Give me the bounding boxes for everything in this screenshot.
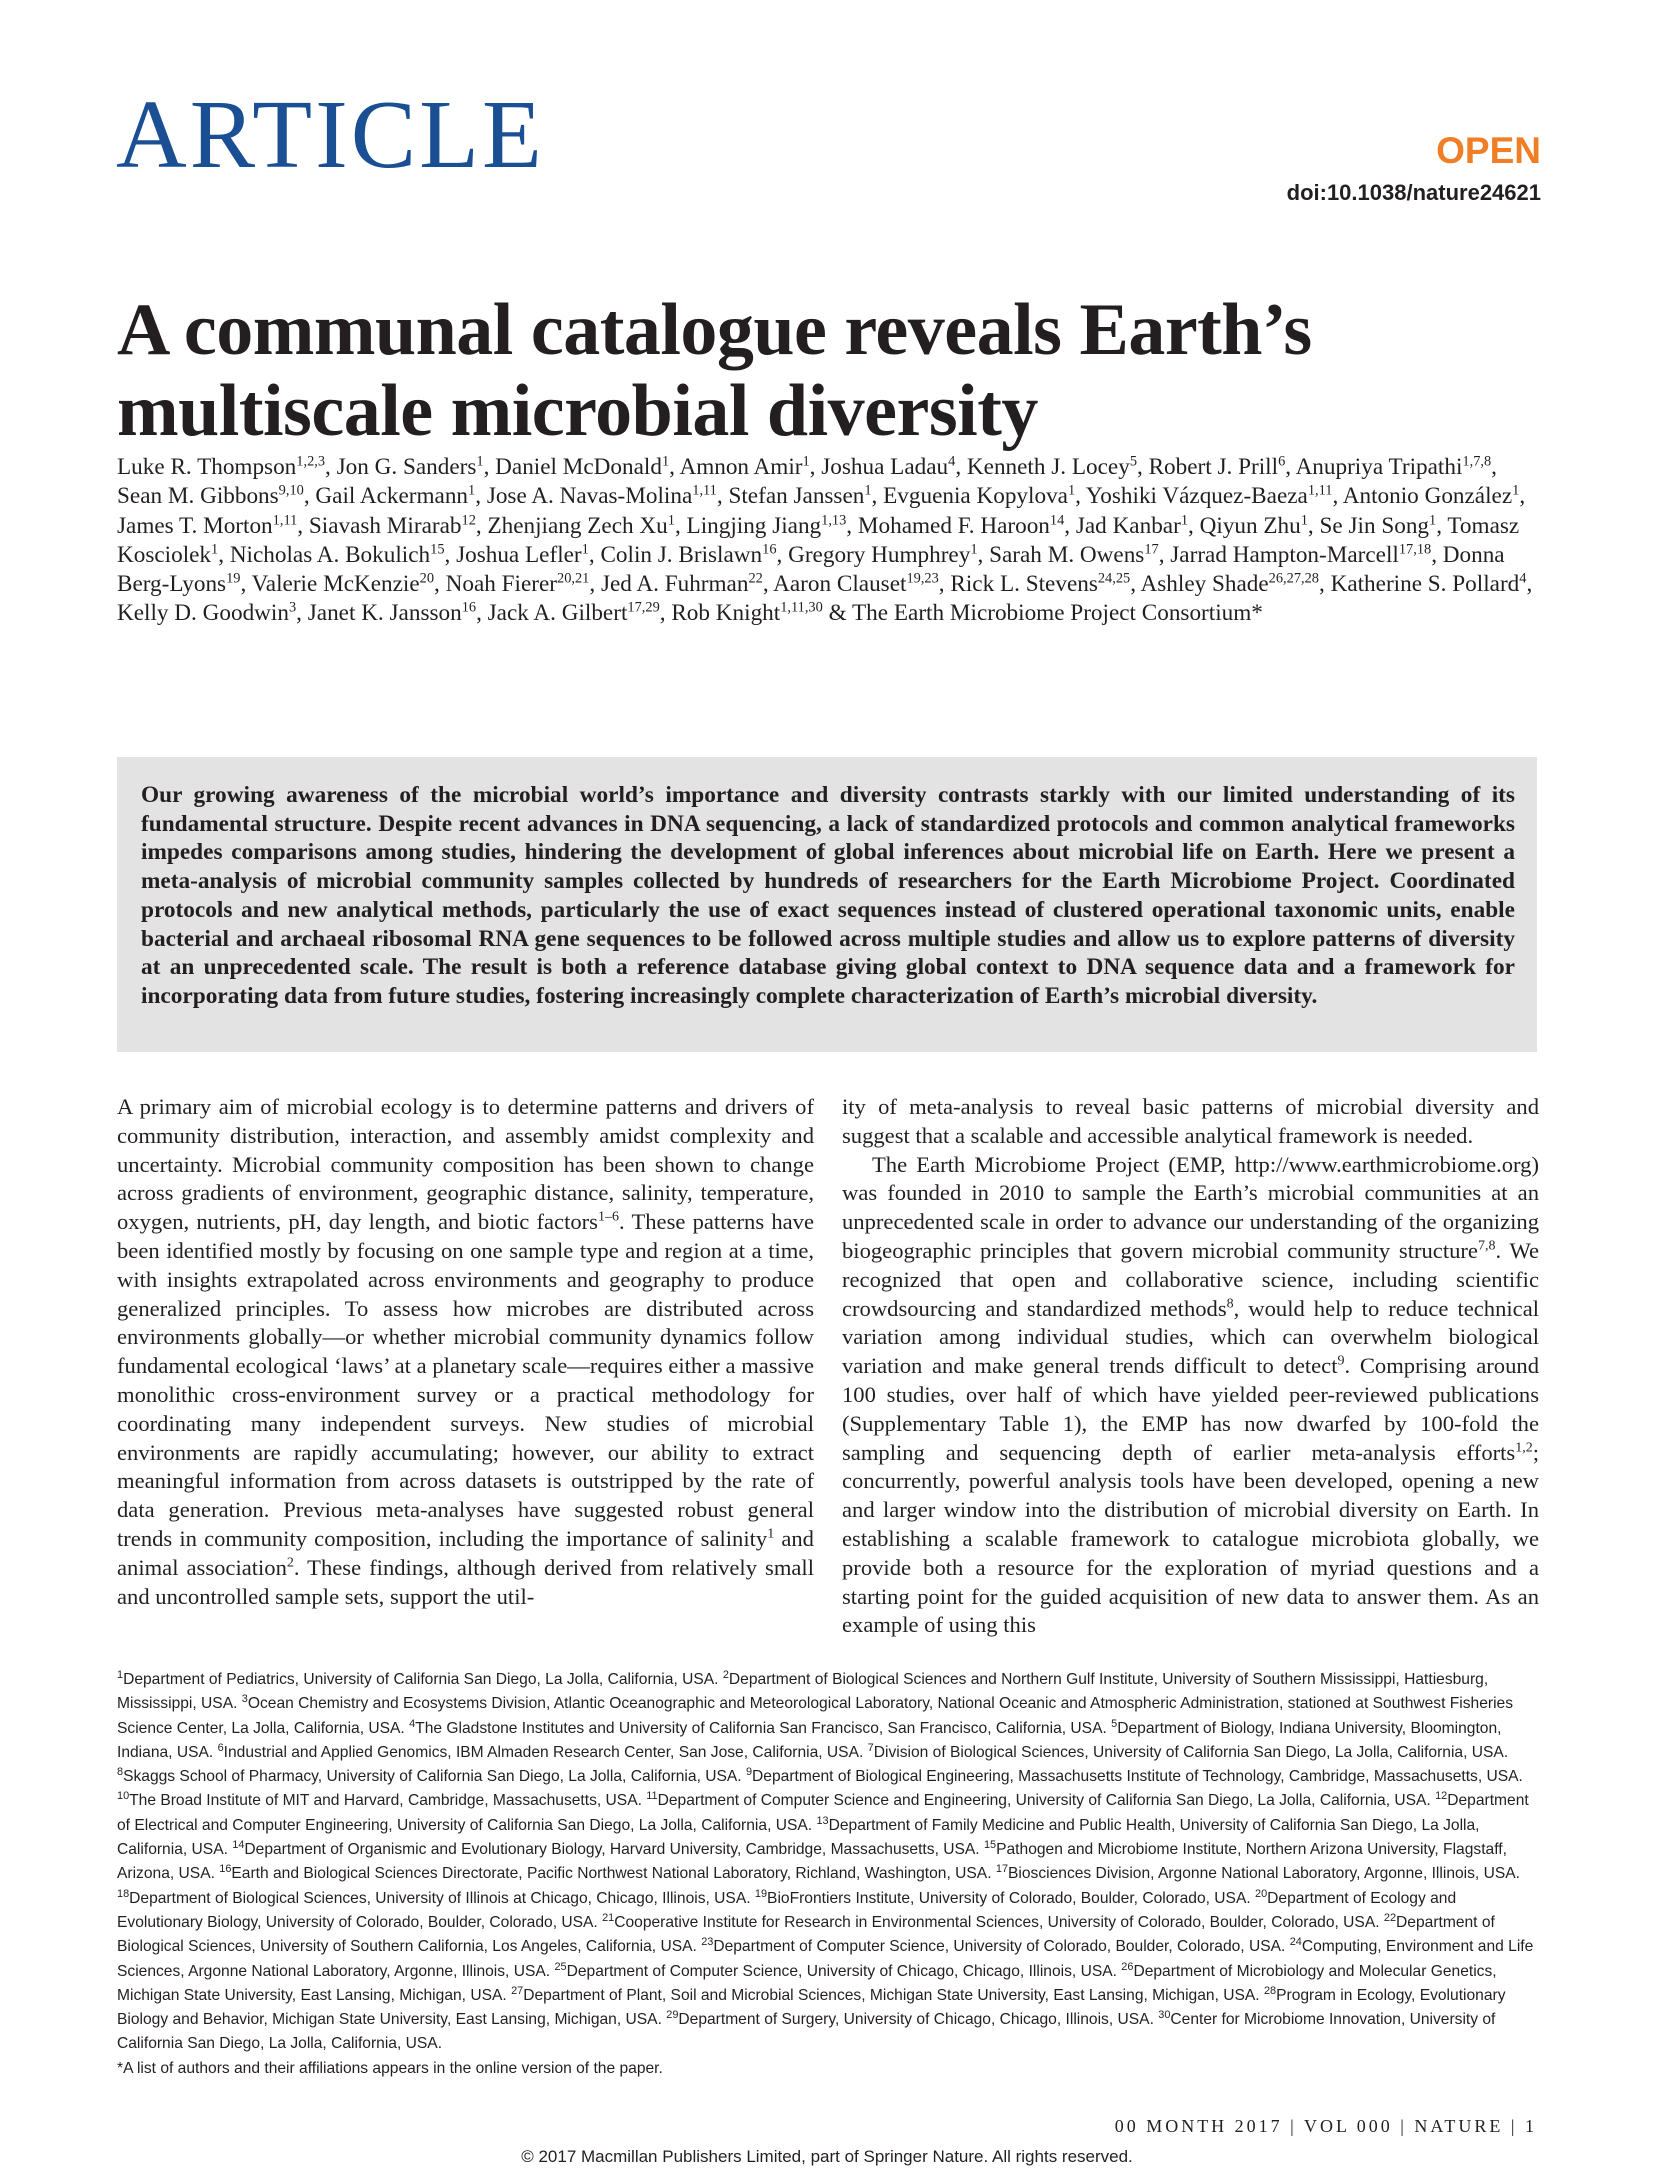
body-paragraph: The Earth Microbiome Project (EMP, http://www.earthmicrobiome.org) was founded in 2010 to sample the Earth’s microbial communities at an unprecedented scale in order to advance our understanding of the organizing biogeographic principles that govern microbial community structure$^{7,8}$. We recognized that open and collaborative science, including scientific crowdsourcing and standardized methods$^8$, would help to reduce technical variation among individual studies, which can overwhelm biological variation and make general trends difficult to detect$^9$. Comprising around 100 studies, over half of which have yielded peer-reviewed publications (Supplementary Table 1), the EMP has now dwarfed by 100-fold the sampling and sequencing depth of earlier meta-analysis efforts$^{1,2}$; concurrently, powerful analysis tools have been developed, opening a new and larger window into the distribution of microbial diversity on Earth. In establishing a scalable framework to catalogue microbiota globally, we provide both a resource for the exploration of myriad questions and a starting point for the guided acquisition of new data to answer them. As an example of using this — [842, 1151, 1539, 1638]
body-column-right — [842, 1093, 1539, 1640]
article-title: A communal catalogue reveals Earth’s multiscale microbial diversity — [117, 289, 1312, 452]
body-column-left — [117, 1093, 814, 1611]
abstract-text: Our growing awareness of the microbial world’s importance and diversity contrasts starkly with our limited understanding of its fundamental structure. Despite recent advances in DNA sequencing, a lack of standardized protocols and common analytical frameworks impedes comparisons among studies, hindering the development of global inferences about microbial life on Earth. Here we present a meta-analysis of microbial community samples collected by hundreds of researchers for the Earth Microbiome Project. Coordinated protocols and new analytical methods, particularly the use of exact sequences instead of clustered operational taxonomic units, enable bacterial and archaeal ribosomal RNA gene sequences to be followed across multiple studies and allow us to explore patterns of diversity at an unprecedented scale. The result is both a reference database giving global context to DNA sequence data and a framework for incorporating data from future studies, fostering increasingly complete characterization of Earth’s microbial diversity. — [141, 782, 1515, 1009]
page-footer-info: 00 MONTH 2017 | VOL 000 | NATURE | 1 — [1114, 2116, 1537, 2136]
doi-link[interactable]: doi:10.1038/nature24621 — [1286, 180, 1541, 205]
open-access-badge: OPEN — [1436, 130, 1541, 171]
consortium-note: *A list of authors and their affiliations appears in the online version of the paper. — [117, 2059, 663, 2077]
copyright-notice: © 2017 Macmillan Publishers Limited, part of Springer Nature. All rights reserved. — [521, 2147, 1133, 2166]
body-paragraph: A primary aim of microbial ecology is to determine patterns and drivers of community distribution, interaction, and assembly amidst complexity and uncertainty. Microbial community composition has been shown to change across gradients of environment, geographic distance, salinity, temperature, oxygen, nutrients, pH, day length, and biotic factors$^{1-6}$. These patterns have been identified mostly by focusing on one sample type and region at a time, with insights extrapolated across environments and geography to produce generalized principles. To assess how microbes are distributed across environments globally—or whether microbial community dynamics follow fundamental ecological ‘laws’ at a planetary scale—requires either a massive monolithic cross-environment survey or a practical methodology for coordinating many independent surveys. New studies of microbial environments are rapidly accumulating; however, our ability to extract meaningful information from across datasets is outstripped by the rate of data generation. Previous meta-analyses have suggested robust general trends in community composition, including the importance of salinity$^1$ and animal association$^2$. These findings, although derived from relatively small and uncontrolled sample sets, support the util- — [117, 1094, 815, 1609]
body-paragraph: ity of meta-analysis to reveal basic patterns of microbial diversity and suggest that a scalable and accessible analytical framework is needed. — [842, 1094, 1539, 1148]
affiliation-list: $^1$Department of Pediatrics, University of California San Diego, La Jolla, California, USA. $^2$Department of Biological Sciences and Northern Gulf Institute, University of Southern Mississippi, Hattiesburg, Mississippi, USA. $^3$Ocean Chemistry and Ecosystems Division, Atlantic Oceanographic and Meteorological Laboratory, National Oceanic and Atmospheric Administration, stationed at Southwest Fisheries Science Center, La Jolla, California, USA. $^4$The Gladstone Institutes and University of California San Francisco, San Francisco, California, USA. $^5$Department of Biology, Indiana University, Bloomington, Indiana, USA. $^6$Industrial and Applied Genomics, IBM Almaden Research Center, San Jose, California, USA. $^7$Division of Biological Sciences, University of California San Diego, La Jolla, California, USA. $^8$Skaggs School of Pharmacy, University of California San Diego, La Jolla, California, USA. $^9$Department of Biological Engineering, Massachusetts Institute of Technology, Cambridge, Massachusetts, USA. $^{10}$The Broad Institute of MIT and Harvard, Cambridge, Massachusetts, USA. $^{11}$Department of Computer Science and Engineering, University of California San Diego, La Jolla, California, USA. $^{12}$Department of Electrical and Computer Engineering, University of California San Diego, La Jolla, California, USA. $^{13}$Department of Family Medicine and Public Health, University of California San Diego, La Jolla, California, USA. $^{14}$Department of Organismic and Evolutionary Biology, Harvard University, Cambridge, Massachusetts, USA. $^{15}$Pathogen and Microbiome Institute, Northern Arizona University, Flagstaff, Arizona, USA. $^{16}$Earth and Biological Sciences Directorate, Pacific Northwest National Laboratory, Richland, Washington, USA. $^{17}$Biosciences Division, Argonne National Laboratory, Argonne, Illinois, USA. $^{18}$Department of Biological Sciences, University of Illinois at Chicago, Chicago, Illinois, USA. $^{19}$BioFrontiers Institute, University of Colorado, Boulder, Colorado, USA. $^{20}$Department of Ecology and Evolutionary Biology, University of Colorado, Boulder, Colorado, USA. $^{21}$Cooperative Institute for Research in Environmental Sciences, University of Colorado, Boulder, Colorado, USA. $^{22}$Department of Biological Sciences, University of Southern California, Los Angeles, California, USA. $^{23}$Department of Computer Science, University of Colorado, Boulder, Colorado, USA. $^{24}$Computing, Environment and Life Sciences, Argonne National Laboratory, Argonne, Illinois, USA. $^{25}$Department of Computer Science, University of Chicago, Chicago, Illinois, USA. $^{26}$Department of Microbiology and Molecular Genetics, Michigan State University, East Lansing, Michigan, USA. $^{27}$Department of Plant, Soil and Microbial Sciences, Michigan State University, East Lansing, Michigan, USA. $^{28}$Program in Ecology, Evolutionary Biology and Behavior, Michigan State University, East Lansing, Michigan, USA. $^{29}$Department of Surgery, University of Chicago, Chicago, Illinois, USA. $^{30}$Center for Microbiome Innovation, University of California San Diego, La Jolla, California, USA. — [117, 1668, 1534, 2053]
author-list: Luke R. Thompson$^{1,2,3}$, Jon G. Sanders$^1$, Daniel McDonald$^1$, Amnon Amir$^1$, Joshua Ladau$^4$, Kenneth J. Locey$^5$, Robert J. Prill$^6$, Anupriya Tripathi$^{1,7,8}$, Sean M. Gibbons$^{9,10}$, Gail Ackermann$^1$, Jose A. Navas-Molina$^{1,11}$, Stefan Janssen$^1$, Evguenia Kopylova$^1$, Yoshiki Vázquez-Baeza$^{1,11}$, Antonio González$^1$, James T. Morton$^{1,11}$, Siavash Mirarab$^{12}$, Zhenjiang Zech Xu$^1$, Lingjing Jiang$^{1,13}$, Mohamed F. Haroon$^{14}$, Jad Kanbar$^1$, Qiyun Zhu$^1$, Se Jin Song$^1$, Tomasz Kosciolek$^1$, Nicholas A. Bokulich$^{15}$, Joshua Lefler$^1$, Colin J. Brislawn$^{16}$, Gregory Humphrey$^1$, Sarah M. Owens$^{17}$, Jarrad Hampton-Marcell$^{17,18}$, Donna Berg-Lyons$^{19}$, Valerie McKenzie$^{20}$, Noah Fierer$^{20,21}$, Jed A. Fuhrman$^{22}$, Aaron Clauset$^{19,23}$, Rick L. Stevens$^{24,25}$, Ashley Shade$^{26,27,28}$, Katherine S. Pollard$^4$, Kelly D. Goodwin$^3$, Janet K. Jansson$^{16}$, Jack A. Gilbert$^{17,29}$, Rob Knight$^{1,11,30}$ & The Earth Microbiome Project Consortium* — [117, 453, 1533, 627]
journal-section-label: ARTICLE — [116, 81, 545, 189]
abstract-box — [117, 757, 1537, 1052]
affiliations-footnote — [117, 1668, 1537, 2081]
